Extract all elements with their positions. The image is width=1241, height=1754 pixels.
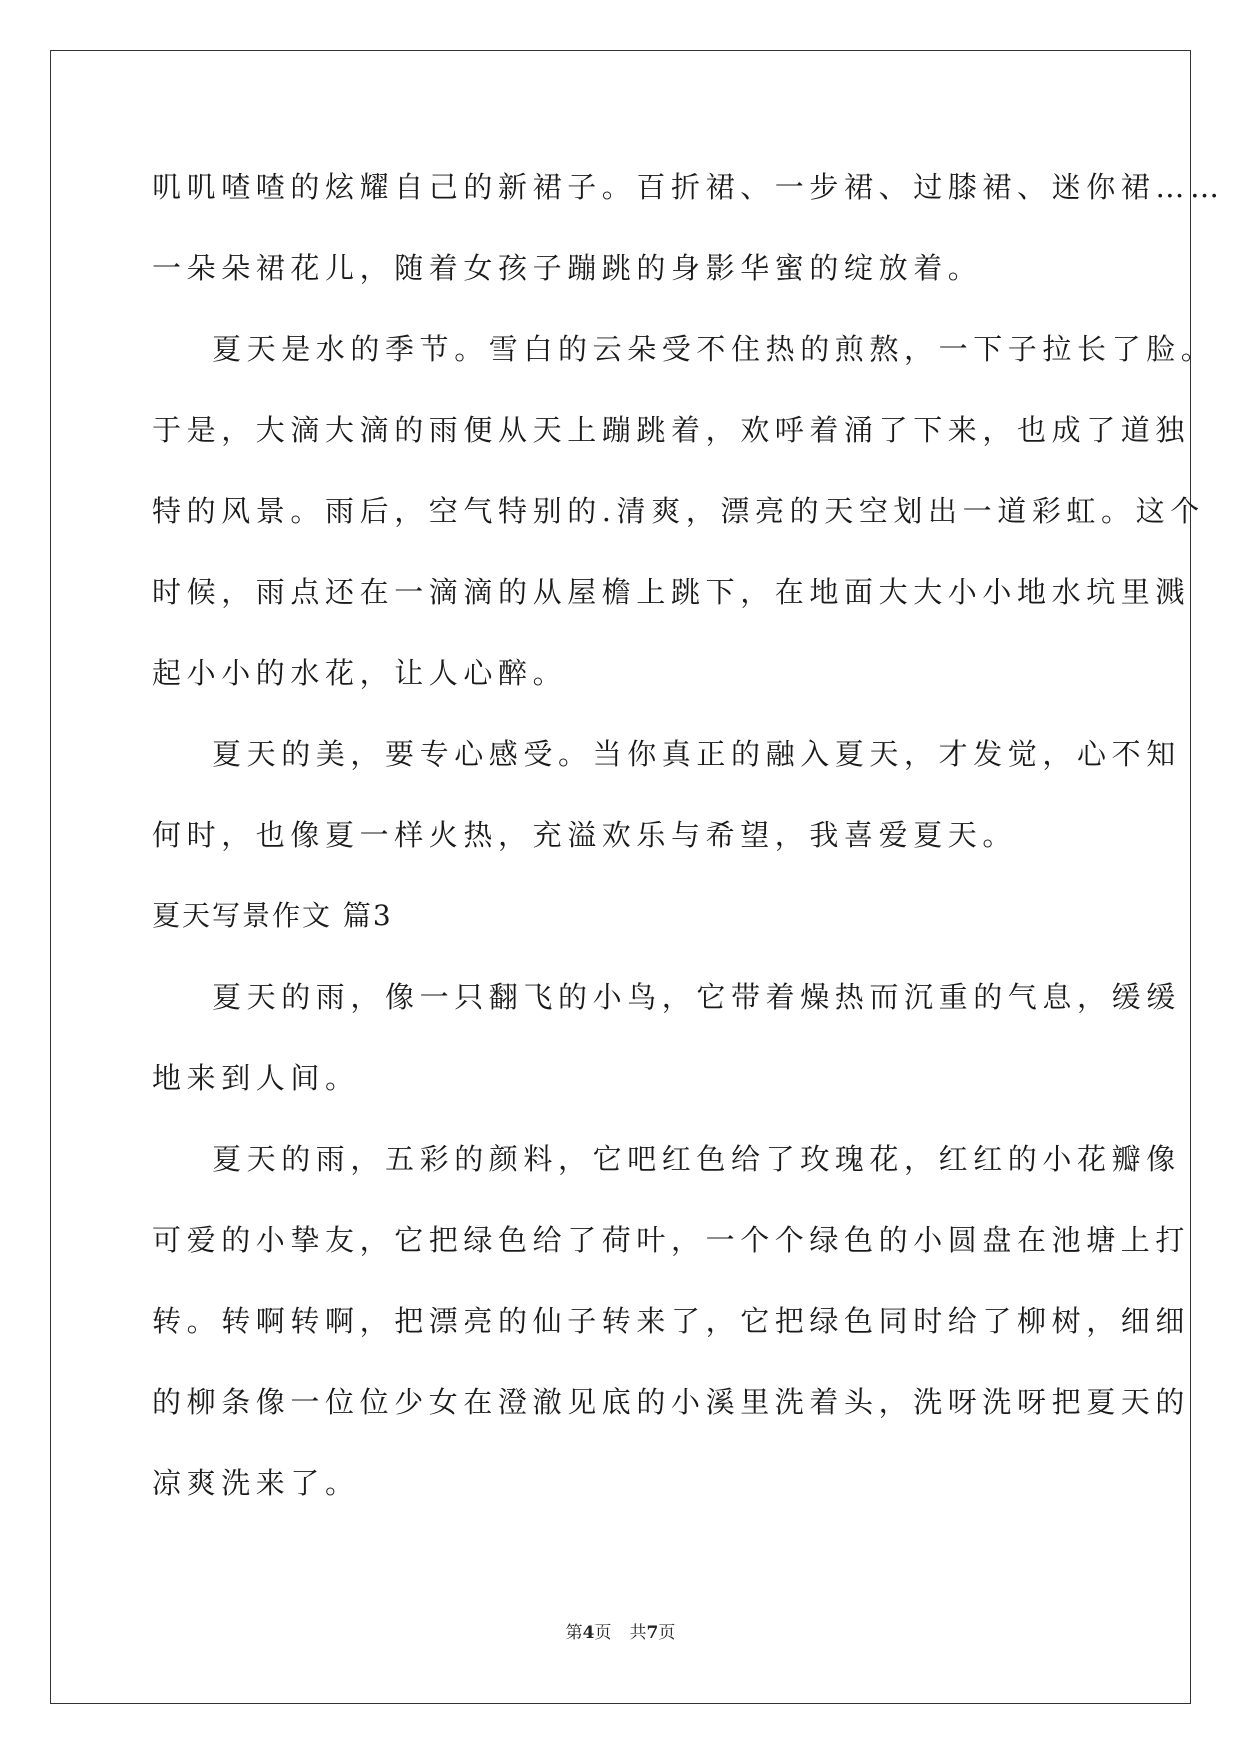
- text-line: 可爱的小挚友，它把绿色给了荷叶，一个个绿色的小圆盘在池塘上打: [152, 1223, 1191, 1257]
- page-prefix: 第: [565, 1623, 583, 1643]
- text-line: 转。转啊转啊，把漂亮的仙子转来了，它把绿色同时给了柳树，细细: [152, 1304, 1191, 1338]
- paragraph-start-line: 夏天是水的季节。雪白的云朵受不住热的煎熬，一下子拉长了脸。: [212, 332, 1216, 366]
- text-line: 凉爽洗来了。: [152, 1466, 360, 1500]
- text-line: 时候，雨点还在一滴滴的从屋檐上跳下，在地面大大小小地水坑里溅: [152, 575, 1191, 609]
- text-line: 叽叽喳喳的炫耀自己的新裙子。百折裙、一步裙、过膝裙、迷你裙……: [152, 170, 1225, 204]
- page-footer: [0, 1618, 1241, 1643]
- page-number: 4: [582, 1623, 595, 1643]
- text-line: 起小小的水花，让人心醉。: [152, 656, 568, 690]
- text-line: 的柳条像一位位少女在澄澈见底的小溪里洗着头，洗呀洗呀把夏天的: [152, 1385, 1191, 1419]
- paragraph-start-line: 夏天的美，要专心感受。当你真正的融入夏天，才发觉，心不知: [212, 737, 1181, 771]
- page-suffix: 页: [594, 1623, 612, 1643]
- total-pages: 7: [646, 1623, 659, 1643]
- document-body: [152, 160, 1225, 1537]
- total-suffix: 页: [658, 1623, 676, 1643]
- total-prefix: 共: [629, 1623, 647, 1643]
- text-line: 特的风景。雨后，空气特别的.清爽，漂亮的天空划出一道彩虹。这个: [152, 494, 1205, 528]
- section-heading: 夏天写景作文 篇3: [152, 899, 393, 932]
- paragraph-start-line: 夏天的雨，像一只翻飞的小鸟，它带着燥热而沉重的气息，缓缓: [212, 980, 1181, 1014]
- text-line: 何时，也像夏一样火热，充溢欢乐与希望，我喜爱夏天。: [152, 818, 1018, 852]
- text-line: 地来到人间。: [152, 1061, 360, 1095]
- text-line: 一朵朵裙花儿，随着女孩子蹦跳的身影华蜜的绽放着。: [152, 251, 983, 285]
- text-line: 于是，大滴大滴的雨便从天上蹦跳着，欢呼着涌了下来，也成了道独: [152, 413, 1191, 447]
- paragraph-start-line: 夏天的雨，五彩的颜料，它吧红色给了玫瑰花，红红的小花瓣像: [212, 1142, 1181, 1176]
